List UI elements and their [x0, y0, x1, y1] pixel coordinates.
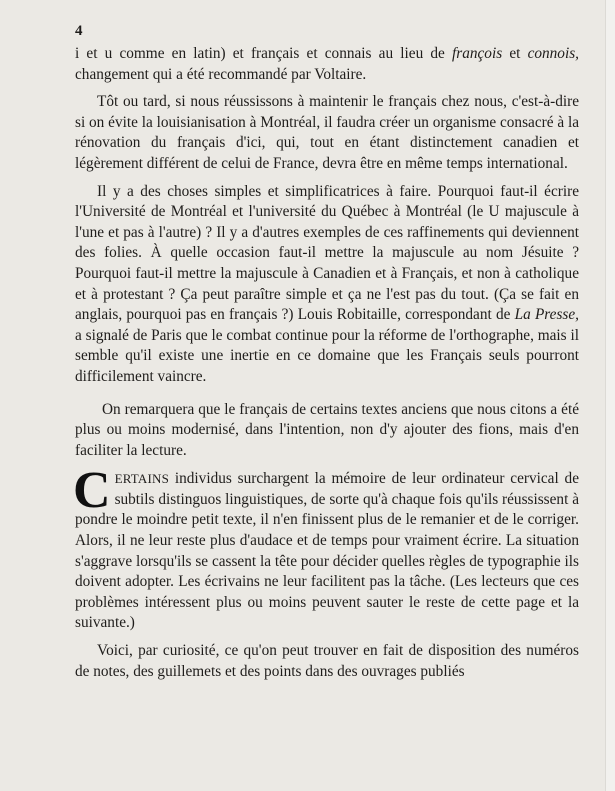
text-segment: individus surchargent la mémoire de leur ordinateur cervical de subtils distinguos linguistiques, de sorte qu'à chaque fois qu'ils réussissent à pondre le moindre petit texte, il n'en finissent plus de le remanier et de le corriger. Alors, il ne leur reste plus d'audace et de temps pour vraiment écrire. La situation s'aggrave lorsqu'ils se cassent la tête pour décider quelles règles de typographie ils doivent adopter. Les écrivains ne leur facilitent pas la tâche. (Les lecteurs que ces problèmes intéressent plus ou moins peuvent sauter le reste de cette page et la suivante.)	[75, 470, 579, 632]
italic-word-francois: françois	[452, 45, 503, 62]
paragraph-renovation: Tôt ou tard, si nous réussissons à maintenir le français chez nous, c'est-à-dire si on évite la louisianisation à Montréal, il faudra créer un organisme consacré à la rénovation du français d'ici, qui, tout en étant distinctement canadien et légèrement différent de celui de France, devra être en même temps international.	[75, 93, 579, 172]
text-segment: i et u comme en latin) et français et connais au lieu de	[75, 45, 453, 62]
book-page	[75, 22, 579, 689]
paragraph-certains	[73, 462, 579, 634]
small-caps-lead: ERTAINS	[114, 471, 170, 487]
italic-word-connois: connois,	[527, 45, 579, 62]
text-segment: Il y a des choses simples et simplificatrices à faire. Pourquoi faut-il écrire l'Université de Montréal et l'université du Québec à Montréal (le U majuscule à l'une et pas à l'autre) ? Il y a d'autres exemples de ces raffinements qui deviennent des folies. À quelle occasion faut-il mettre la majuscule au nom Jésuite ? Pourquoi faut-il mettre la majuscule à Canadien et à Français, et non à catholique et à protestant ? Ça peut paraître simple et ça ne l'est pas du tout. (Ça se fait en anglais, pourquoi pas en français ?) Louis Robitaille, correspondant de	[75, 182, 579, 324]
page-edge	[605, 0, 615, 791]
italic-title-la-presse: La Presse,	[514, 306, 579, 324]
paragraph-voici: Voici, par curiosité, ce qu'on peut trouver en fait de disposition des numéros de notes, des guillemets et des points dans des ouvrages publiés	[75, 642, 579, 680]
paragraph-continuation	[75, 44, 579, 85]
paragraph-simplifications	[75, 182, 579, 388]
text-segment: changement qui a été recommandé par Voltaire.	[75, 65, 367, 83]
text-segment: et	[502, 45, 528, 62]
text-segment: a signalé de Paris que le combat continue pour la réforme de l'orthographe, mais il semble qu'il existe une inertie en ce domaine que les Français seuls pourront difficilement vaincre.	[75, 326, 579, 385]
drop-cap: C	[73, 462, 111, 520]
paragraph-modernisation: On remarquera que le français de certains textes anciens que nous citons a été plus ou moins modernisé, dans l'intention, non d'y ajouter des fions, mais d'en faciliter la lecture.	[75, 400, 579, 459]
page-number: 4	[75, 23, 83, 39]
